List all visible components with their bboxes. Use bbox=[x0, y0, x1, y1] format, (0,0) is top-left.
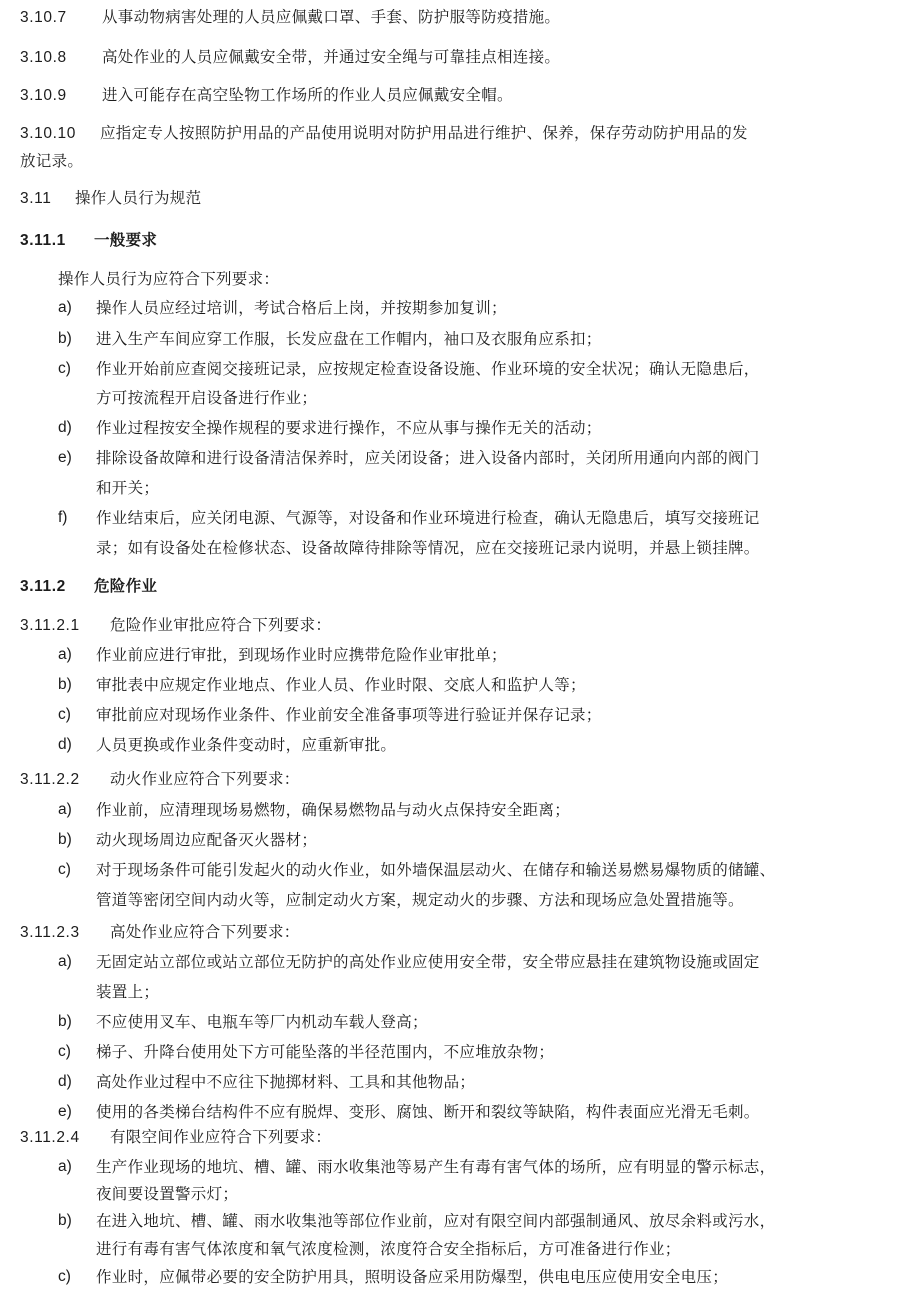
list-marker: a) bbox=[58, 299, 72, 316]
list-item: 审批表中应规定作业地点、作业人员、作业时限、交底人和监护人等； bbox=[96, 676, 586, 694]
clause-number: 3.10.9 bbox=[20, 87, 67, 104]
list-item-cont: 管道等密闭空间内动火等，应制定动火方案，规定动火的步骤、方法和现场应急处置措施等。 bbox=[96, 891, 744, 909]
list-marker: c) bbox=[58, 1268, 71, 1285]
clause-text: 进入可能存在高空坠物工作场所的作业人员应佩戴安全帽。 bbox=[102, 86, 513, 104]
clause-3-10-7 bbox=[20, 2, 560, 33]
list-item: 对于现场条件可能引发起火的动火作业，如外墙保温层动火、在储存和输送易燃易爆物质的储罐、 bbox=[96, 861, 776, 879]
list-marker: d) bbox=[58, 419, 72, 436]
clause-text: 高处作业的人员应佩戴安全带，并通过安全绳与可靠挂点相连接。 bbox=[102, 48, 561, 66]
section-title: 危险作业 bbox=[94, 577, 158, 595]
list-marker: c) bbox=[58, 1043, 71, 1060]
list-item: 作业时，应佩带必要的安全防护用具，照明设备应采用防爆型，供电电压应使用安全电压； bbox=[96, 1268, 729, 1286]
clause-3-10-8 bbox=[20, 42, 560, 73]
list-item: 作业前，应清理现场易燃物，确保易燃物品与动火点保持安全距离； bbox=[96, 801, 571, 819]
section-3-11-2-2-heading bbox=[20, 764, 300, 795]
list-item: 人员更换或作业条件变动时，应重新审批。 bbox=[96, 736, 397, 754]
section-number: 3.11.1 bbox=[20, 232, 66, 249]
list-item: 作业前应进行审批，到现场作业时应携带危险作业审批单； bbox=[96, 646, 507, 664]
section-number: 3.11.2.1 bbox=[20, 617, 80, 634]
clause-3-10-10 bbox=[20, 118, 748, 149]
list-item: 作业开始前应查阅交接班记录，应按规定检查设备设施、作业环境的安全状况；确认无隐患后， bbox=[96, 360, 760, 378]
intro-text: 操作人员行为应符合下列要求： bbox=[58, 270, 280, 288]
list-item: 审批前应对现场作业条件、作业前安全准备事项等进行验证并保存记录； bbox=[96, 706, 602, 724]
list-marker: c) bbox=[58, 360, 71, 377]
list-marker: a) bbox=[58, 1158, 72, 1175]
section-number: 3.11 bbox=[20, 190, 52, 207]
list-item: 在进入地坑、槽、罐、雨水收集池等部位作业前，应对有限空间内部强制通风、放尽余料或污水， bbox=[96, 1212, 776, 1230]
clause-3-10-10-cont bbox=[20, 146, 83, 176]
list-item: 梯子、升降台使用处下方可能坠落的半径范围内，不应堆放杂物； bbox=[96, 1043, 555, 1061]
list-marker: b) bbox=[58, 330, 72, 347]
section-number: 3.11.2.2 bbox=[20, 771, 80, 788]
list-item: 作业结束后，应关闭电源、气源等，对设备和作业环境进行检查，确认无隐患后，填写交接班记 bbox=[96, 509, 760, 527]
list-item-cont: 和开关； bbox=[96, 479, 160, 497]
list-marker: d) bbox=[58, 1073, 72, 1090]
clause-text-line1: 应指定专人按照防护用品的产品使用说明对防护用品进行维护、保养，保存劳动防护用品的发 bbox=[100, 124, 748, 142]
list-marker: b) bbox=[58, 831, 72, 848]
clause-number: 3.10.8 bbox=[20, 49, 67, 66]
list-item: 动火现场周边应配备灭火器材； bbox=[96, 831, 318, 849]
section-3-11-2-heading bbox=[20, 571, 157, 602]
list-marker: a) bbox=[58, 953, 72, 970]
list-item: 生产作业现场的地坑、槽、罐、雨水收集池等易产生有毒有害气体的场所，应有明显的警示标志， bbox=[96, 1158, 776, 1176]
list-marker: c) bbox=[58, 861, 71, 878]
section-title: 一般要求 bbox=[94, 231, 158, 249]
clause-3-10-9 bbox=[20, 80, 513, 111]
list-item: 无固定站立部位或站立部位无防护的高处作业应使用安全带，安全带应悬挂在建筑物设施或固定 bbox=[96, 953, 760, 971]
section-number: 3.11.2 bbox=[20, 578, 66, 595]
section-number: 3.11.2.4 bbox=[20, 1129, 80, 1146]
clause-text-line2: 放记录。 bbox=[20, 152, 84, 170]
list-item: 排除设备故障和进行设备清洁保养时，应关闭设备；进入设备内部时，关闭所用通向内部的阀门 bbox=[96, 449, 760, 467]
list-marker: b) bbox=[58, 676, 72, 693]
section-3-11-2-1-heading bbox=[20, 610, 331, 641]
list-marker: b) bbox=[58, 1013, 72, 1030]
section-3-11-2-4-heading bbox=[20, 1122, 331, 1153]
list-item-cont: 装置上； bbox=[96, 983, 160, 1001]
list-marker: e) bbox=[58, 449, 72, 466]
section-title: 高处作业应符合下列要求： bbox=[110, 923, 300, 941]
section-3-11-heading bbox=[20, 183, 201, 214]
list-item: 高处作业过程中不应往下抛掷材料、工具和其他物品； bbox=[96, 1073, 476, 1091]
section-title: 有限空间作业应符合下列要求： bbox=[110, 1128, 332, 1146]
list-item: 操作人员应经过培训，考试合格后上岗，并按期参加复训； bbox=[96, 299, 507, 317]
section-3-11-2-3-heading bbox=[20, 917, 300, 948]
section-title: 操作人员行为规范 bbox=[75, 189, 202, 207]
clause-text: 从事动物病害处理的人员应佩戴口罩、手套、防护服等防疫措施。 bbox=[102, 8, 561, 26]
section-title: 动火作业应符合下列要求： bbox=[110, 770, 300, 788]
list-marker: f) bbox=[58, 509, 68, 526]
section-title: 危险作业审批应符合下列要求： bbox=[110, 616, 332, 634]
list-item-cont: 录；如有设备处在检修状态、设备故障待排除等情况，应在交接班记录内说明，并悬上锁挂牌。 bbox=[96, 539, 760, 557]
list-item-cont: 夜间要设置警示灯； bbox=[96, 1185, 239, 1203]
list-item: 使用的各类梯台结构件不应有脱焊、变形、腐蚀、断开和裂纹等缺陷，构件表面应光滑无毛刺。 bbox=[96, 1103, 760, 1121]
clause-number: 3.10.10 bbox=[20, 125, 76, 142]
section-number: 3.11.2.3 bbox=[20, 924, 80, 941]
list-marker: c) bbox=[58, 706, 71, 723]
list-marker: d) bbox=[58, 736, 72, 753]
list-item: 进入生产车间应穿工作服，长发应盘在工作帽内，袖口及衣服角应系扣； bbox=[96, 330, 602, 348]
list-marker: b) bbox=[58, 1212, 72, 1229]
list-marker: e) bbox=[58, 1103, 72, 1120]
list-marker: a) bbox=[58, 801, 72, 818]
clause-number: 3.10.7 bbox=[20, 9, 67, 26]
section-3-11-1-heading bbox=[20, 225, 157, 256]
section-3-11-1-intro bbox=[58, 264, 279, 294]
list-item: 不应使用叉车、电瓶车等厂内机动车载人登高； bbox=[96, 1013, 428, 1031]
list-item-cont: 进行有毒有害气体浓度和氧气浓度检测，浓度符合安全指标后，方可准备进行作业； bbox=[96, 1240, 681, 1258]
list-marker: a) bbox=[58, 646, 72, 663]
list-item-cont: 方可按流程开启设备进行作业； bbox=[96, 389, 318, 407]
list-item: 作业过程按安全操作规程的要求进行操作，不应从事与操作无关的活动； bbox=[96, 419, 602, 437]
